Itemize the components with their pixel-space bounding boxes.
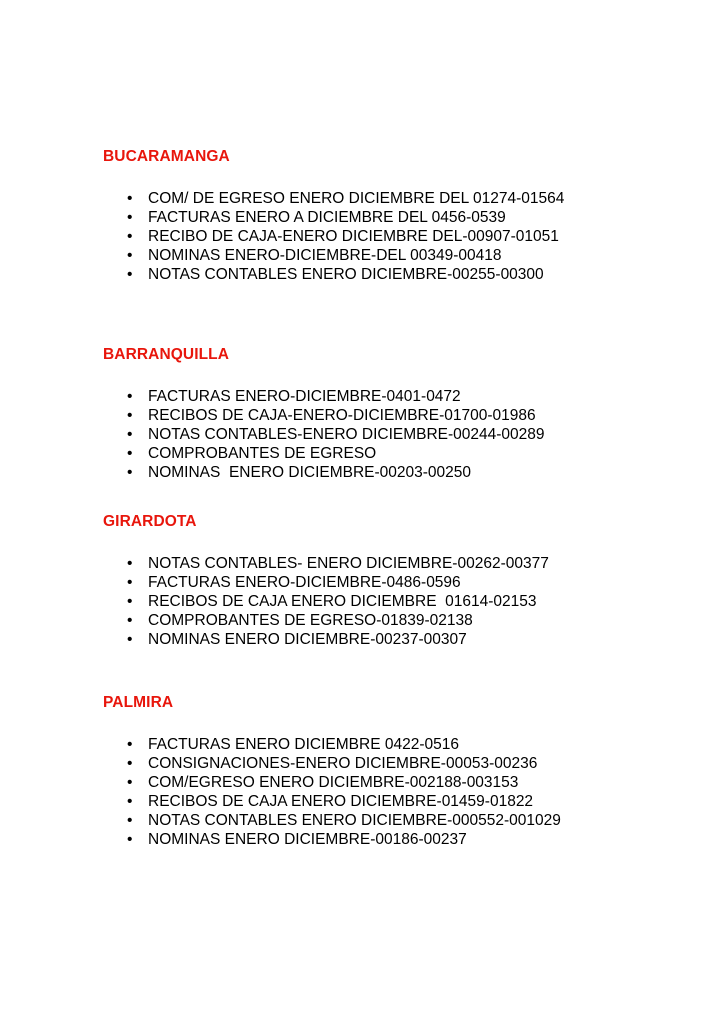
bullet-icon: • — [127, 631, 133, 648]
list-item — [103, 830, 703, 849]
list-item-text: NOMINAS ENERO DICIEMBRE-00203-00250 — [148, 464, 472, 481]
list-item — [103, 630, 703, 649]
section-girardota — [103, 513, 703, 649]
item-list — [103, 554, 703, 649]
item-list — [103, 189, 703, 284]
bullet-icon: • — [127, 426, 133, 443]
list-item-text: RECIBOS DE CAJA ENERO DICIEMBRE 01614-02153 — [148, 593, 537, 610]
list-item — [103, 611, 703, 630]
list-item — [103, 246, 703, 265]
bullet-icon: • — [127, 464, 133, 481]
list-item — [103, 463, 703, 482]
list-item-text: COM/ DE EGRESO ENERO DICIEMBRE DEL 01274-01564 — [148, 190, 565, 207]
list-item-text: FACTURAS ENERO DICIEMBRE 0422-0516 — [148, 736, 459, 753]
section-heading: GIRARDOTA — [103, 513, 197, 530]
section-heading: PALMIRA — [103, 694, 174, 711]
item-list — [103, 735, 703, 849]
bullet-icon: • — [127, 209, 133, 226]
list-item-text: COM/EGRESO ENERO DICIEMBRE-002188-003153 — [148, 774, 519, 791]
bullet-icon: • — [127, 593, 133, 610]
list-item — [103, 208, 703, 227]
list-item — [103, 811, 703, 830]
list-item-text: FACTURAS ENERO-DICIEMBRE-0401-0472 — [148, 388, 461, 405]
bullet-icon: • — [127, 736, 133, 753]
list-item-text: RECIBOS DE CAJA-ENERO-DICIEMBRE-01700-01986 — [148, 407, 536, 424]
item-list — [103, 387, 703, 482]
list-item-text: NOMINAS ENERO-DICIEMBRE-DEL 00349-00418 — [148, 247, 502, 264]
bullet-icon: • — [127, 445, 133, 462]
bullet-icon: • — [127, 190, 133, 207]
bullet-icon: • — [127, 774, 133, 791]
list-item — [103, 792, 703, 811]
section-bucaramanga — [103, 148, 703, 284]
list-item-text: NOTAS CONTABLES ENERO DICIEMBRE-00255-00300 — [148, 266, 544, 283]
bullet-icon: • — [127, 266, 133, 283]
bullet-icon: • — [127, 574, 133, 591]
bullet-icon: • — [127, 831, 133, 848]
list-item — [103, 189, 703, 208]
bullet-icon: • — [127, 407, 133, 424]
bullet-icon: • — [127, 247, 133, 264]
bullet-icon: • — [127, 228, 133, 245]
list-item-text: CONSIGNACIONES-ENERO DICIEMBRE-00053-00236 — [148, 755, 538, 772]
list-item — [103, 773, 703, 792]
list-item-text: NOTAS CONTABLES-ENERO DICIEMBRE-00244-00289 — [148, 426, 545, 443]
list-item-text: COMPROBANTES DE EGRESO-01839-02138 — [148, 612, 473, 629]
bullet-icon: • — [127, 812, 133, 829]
list-item-text: NOMINAS ENERO DICIEMBRE-00237-00307 — [148, 631, 467, 648]
section-barranquilla — [103, 346, 703, 482]
list-item — [103, 425, 703, 444]
list-item — [103, 444, 703, 463]
list-item-text: RECIBOS DE CAJA ENERO DICIEMBRE-01459-01822 — [148, 793, 534, 810]
list-item-text: FACTURAS ENERO A DICIEMBRE DEL 0456-0539 — [148, 209, 506, 226]
section-heading: BUCARAMANGA — [103, 148, 230, 165]
list-item-text: NOTAS CONTABLES- ENERO DICIEMBRE-00262-00377 — [148, 555, 549, 572]
list-item-text: NOTAS CONTABLES ENERO DICIEMBRE-000552-001029 — [148, 812, 561, 829]
list-item — [103, 387, 703, 406]
list-item — [103, 554, 703, 573]
bullet-icon: • — [127, 793, 133, 810]
list-item — [103, 735, 703, 754]
list-item-text: NOMINAS ENERO DICIEMBRE-00186-00237 — [148, 831, 467, 848]
list-item — [103, 227, 703, 246]
list-item-text: RECIBO DE CAJA-ENERO DICIEMBRE DEL-00907-01051 — [148, 228, 559, 245]
list-item-text: FACTURAS ENERO-DICIEMBRE-0486-0596 — [148, 574, 461, 591]
bullet-icon: • — [127, 612, 133, 629]
bullet-icon: • — [127, 755, 133, 772]
list-item-text: COMPROBANTES DE EGRESO — [148, 445, 377, 462]
section-heading: BARRANQUILLA — [103, 346, 230, 363]
list-item — [103, 265, 703, 284]
bullet-icon: • — [127, 388, 133, 405]
list-item — [103, 573, 703, 592]
bullet-icon: • — [127, 555, 133, 572]
list-item — [103, 406, 703, 425]
section-palmira — [103, 694, 703, 849]
list-item — [103, 754, 703, 773]
list-item — [103, 592, 703, 611]
